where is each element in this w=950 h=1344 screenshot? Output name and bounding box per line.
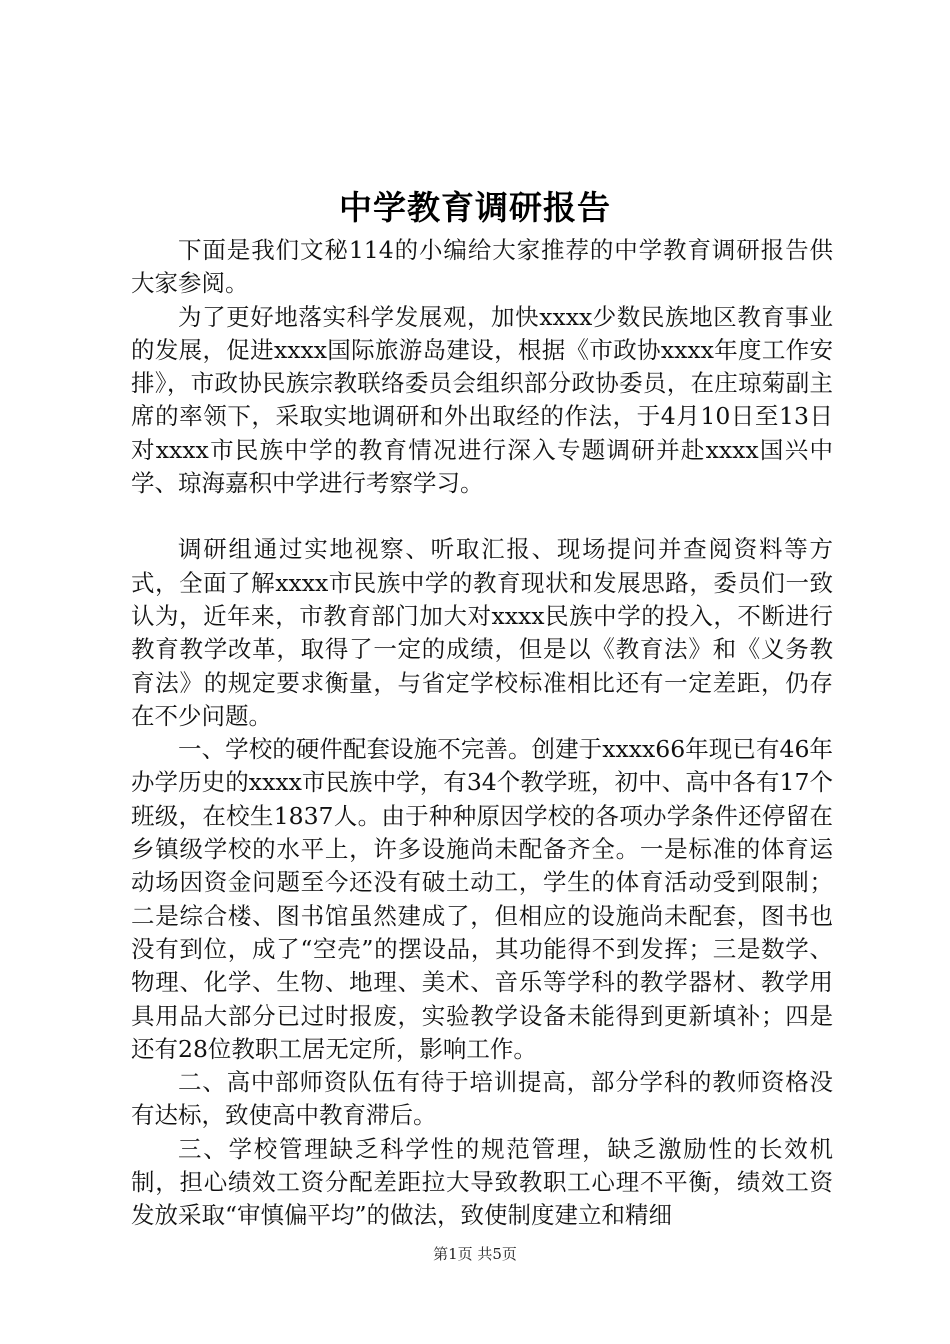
paragraph-issue-facilities: 一、学校的硬件配套设施不完善。创建于xxxx66年现已有46年办学历史的xxxx市民族中学，有34个教学班，初中、高中各有17个班级，在校生1837人。由于种种原因学校的各项办学条件还停留在乡镇级学校的水平上，许多设施尚未配备齐全。一是标准的体育运动场因资金问题至今还没有破土动工，学生的体育活动受到限制；二是综合楼、图书馆虽然建成了，但相应的设施尚未配套，图书也没有到位，成了“空壳”的摆设品，其功能得不到发挥；三是数学、物理、化学、生物、地理、美术、音乐等学科的教学器材、教学用具用品大部分已过时报废，实验教学设备未能得到更新填补；四是还有28位教职工居无定所，影响工作。: [131, 735, 833, 1063]
paragraph-intro: 下面是我们文秘114的小编给大家推荐的中学教育调研报告供大家参阅。: [131, 236, 833, 298]
paragraph-survey-overview: 调研组通过实地视察、听取汇报、现场提问并查阅资料等方式，全面了解xxxx市民族中学的教育现状和发展思路，委员们一致认为，近年来，市教育部门加大对xxxx民族中学的投入，不断进行教育教学改革，取得了一定的成绩，但是以《教育法》和《义务教育法》的规定要求衡量，与省定学校标准相比还有一定差距，仍存在不少问题。: [131, 535, 833, 730]
document-body: [131, 234, 833, 1233]
paragraph-issue-teachers: 二、高中部师资队伍有待于培训提高，部分学科的教师资格没有达标，致使高中教育滞后。: [131, 1068, 833, 1130]
paragraph-background: 为了更好地落实科学发展观，加快xxxx少数民族地区教育事业的发展，促进xxxx国际旅游岛建设，根据《市政协xxxx年度工作安排》，市政协民族宗教联络委员会组织部分政协委员，在庄琼菊副主席的率领下，采取实地调研和外出取经的作法，于4月10日至13日对xxxx市民族中学的教育情况进行深入专题调研并赴xxxx国兴中学、琼海嘉积中学进行考察学习。: [131, 302, 833, 498]
page-number-footer: 第1页 共5页: [433, 1245, 517, 1263]
paragraph-issue-management: 三、学校管理缺乏科学性的规范管理，缺乏激励性的长效机制，担心绩效工资分配差距拉大导致教职工心理不平衡，绩效工资发放采取“审慎偏平均”的做法，致使制度建立和精细: [131, 1134, 833, 1230]
document-title: 中学教育调研报告: [339, 188, 611, 227]
